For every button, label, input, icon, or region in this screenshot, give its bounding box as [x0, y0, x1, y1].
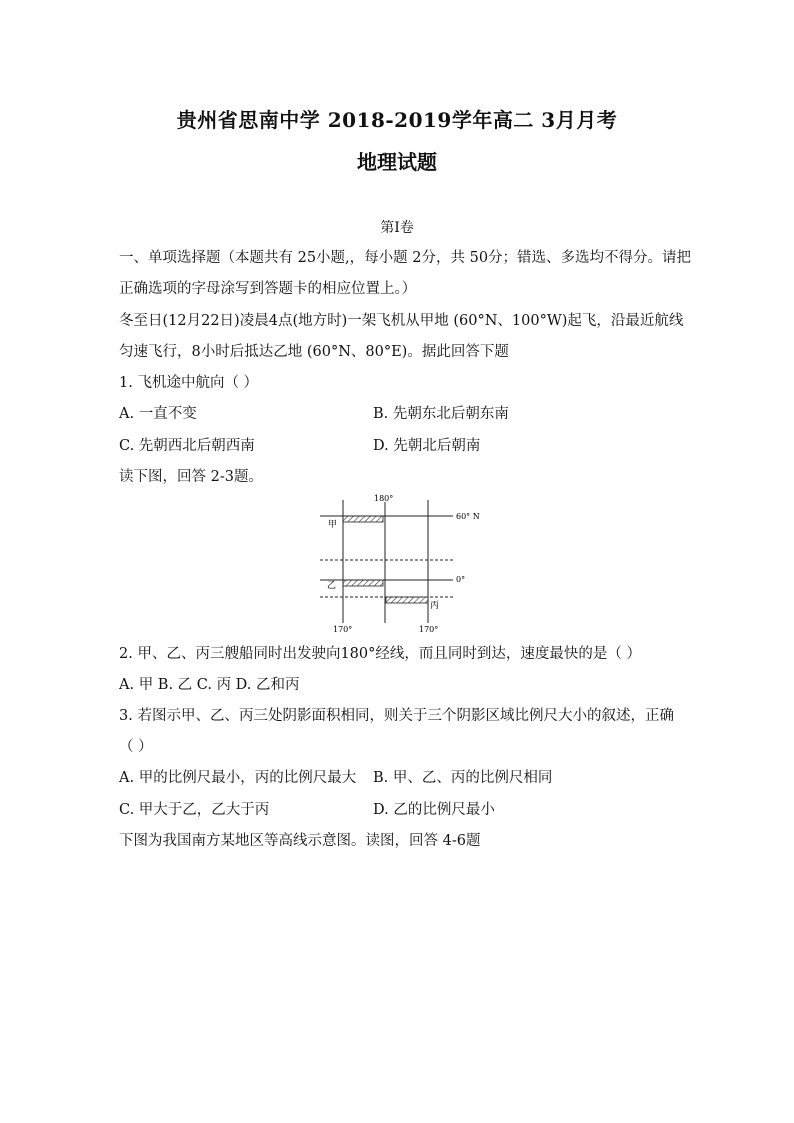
q1-option-d: D. 先朝北后朝南 [373, 438, 481, 454]
label-yi: 乙 [327, 581, 337, 591]
label-180: 180° [374, 494, 394, 503]
read-figure2-instruction: 下图为我国南方某地区等高线示意图。读图，回答 4-6题 [119, 833, 481, 849]
longitude-diagram [300, 490, 500, 635]
shaded-area-jia [343, 516, 383, 522]
label-170-left: 170° [333, 625, 353, 634]
q3-option-a: A. 甲的比例尺最小，丙的比例尺最大 [119, 770, 357, 786]
shaded-area-yi [343, 580, 383, 586]
label-170-right: 170° [419, 625, 439, 634]
label-jia: 甲 [328, 520, 338, 530]
label-bing: 丙 [430, 601, 440, 611]
q3-stem-continued: （ ） [119, 739, 153, 755]
q3-option-d: D. 乙的比例尺最小 [373, 802, 495, 818]
q1-option-b: B. 先朝东北后朝东南 [373, 406, 509, 422]
q1-stem: 1. 飞机途中航向（ ） [119, 375, 259, 391]
passage-line2: 匀速飞行，8小时后抵达乙地 (60°N、80°E)。据此回答下题 [119, 344, 509, 360]
section-instructions-line1: 一、单项选择题（本题共有 25小题,，每小题 2分，共 50分；错选、多选均不得分。请把 [119, 250, 692, 266]
q3-option-c: C. 甲大于乙，乙大于丙 [119, 802, 270, 818]
q3-stem: 3. 若图示甲、乙、丙三处阴影面积相同，则关于三个阴影区域比例尺大小的叙述，正确 [119, 708, 674, 724]
volume-heading: 第Ⅰ卷 [380, 220, 414, 236]
q1-option-a: A. 一直不变 [119, 406, 197, 422]
read-figure-instruction: 读下图，回答 2-3题。 [119, 469, 263, 485]
label-60n: 60° N [456, 512, 480, 521]
passage-line1: 冬至日(12月22日)凌晨4点(地方时)一架飞机从甲地 (60°N、100°W)起飞，沿最近航线 [119, 313, 684, 329]
q3-option-b: B. 甲、乙、丙的比例尺相同 [373, 770, 553, 786]
q2-stem: 2. 甲、乙、丙三艘船同时出发驶向180°经线，而且同时到达，速度最快的是（ ） [119, 646, 641, 662]
page-title: 贵州省思南中学 2018-2019学年高二 3月月考 [176, 108, 618, 132]
label-0: 0° [456, 575, 466, 584]
q2-options: A. 甲 B. 乙 C. 丙 D. 乙和丙 [119, 677, 300, 693]
section-instructions-line2: 正确选项的字母涂写到答题卡的相应位置上。） [119, 281, 417, 297]
q1-option-c: C. 先朝西北后朝西南 [119, 438, 255, 454]
shaded-area-bing [386, 597, 428, 603]
page-subtitle: 地理试题 [357, 150, 437, 174]
